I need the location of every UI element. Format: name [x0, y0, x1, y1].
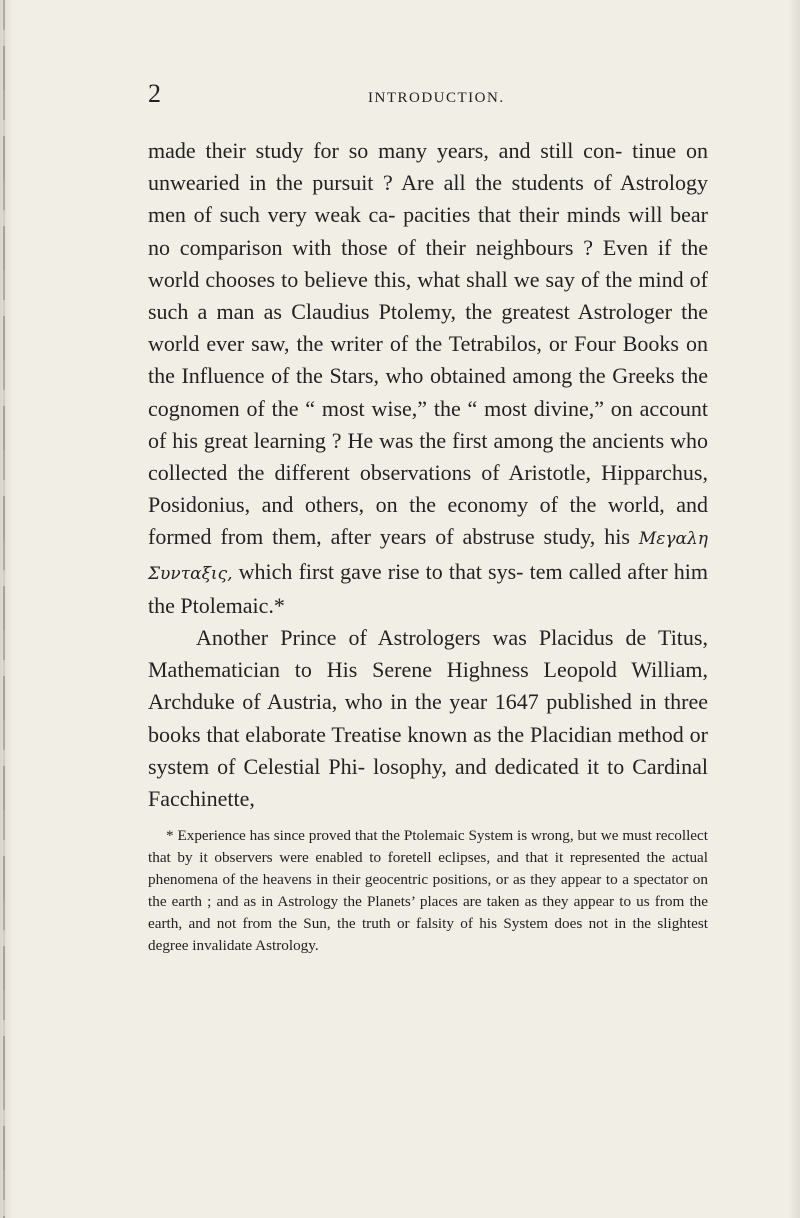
page-binding-edge — [0, 0, 14, 1218]
page-header — [148, 80, 708, 120]
paragraph-2: Another Prince of Astrologers was Placidus de Titus, Mathematician to His Serene Highness Leopold William, Archduke of Austria, who in the year 1647 published in three books that elaborate Treatise known as the Placidian method or system of Celestial Phi- losophy, and dedicated it to Cardinal Facchinette, — [148, 625, 708, 812]
page-number: 2 — [148, 79, 162, 108]
paragraph-1-text-end: which first gave rise to that sys- tem called after him the Ptolemaic.* — [148, 558, 709, 618]
main-text — [148, 135, 708, 815]
paragraph-1-text: made their study for so many years, and still con- tinue on unwearied in the pursuit ? Are all the students of Astrology men of such very weak ca- pacities that their minds will bear no comparison with those of their neighbours ? Even if the world chooses to believe this, what shall we say of the mind of such a man as Claudius Ptolemy, the greatest Astrologer the world ever saw, the writer of the Tetrabilos, or Four Books on the Influence of the Stars, who obtained among the Greeks the cognomen of the “ most wise,” the “ most divine,” on account of his great learning ? He was the first among the ancients who collected the different observations of Aristotle, Hipparchus, Posidonius, and others, on the economy of the world, and formed from them, after years of abstruse study, his — [148, 138, 708, 550]
page-right-edge — [788, 0, 800, 1218]
footnote: * Experience has since proved that the Ptolemaic System is wrong, but we must recollect that by it observers were enabled to foretell eclipses, and that it represented the actual phenomena of the heavens in their geocentric positions, or as they appear to a spectator on the earth ; and as in Astrology the Planets’ places are taken as they appear to us from the earth, and not from the Sun, the truth or falsity of his System does not in the slightest degree invalidate Astrology. — [148, 827, 708, 954]
running-head: INTRODUCTION. — [368, 90, 505, 106]
paragraph-1 — [148, 135, 708, 622]
greek-title: Μεγαλη Συνταξις, — [148, 529, 708, 584]
